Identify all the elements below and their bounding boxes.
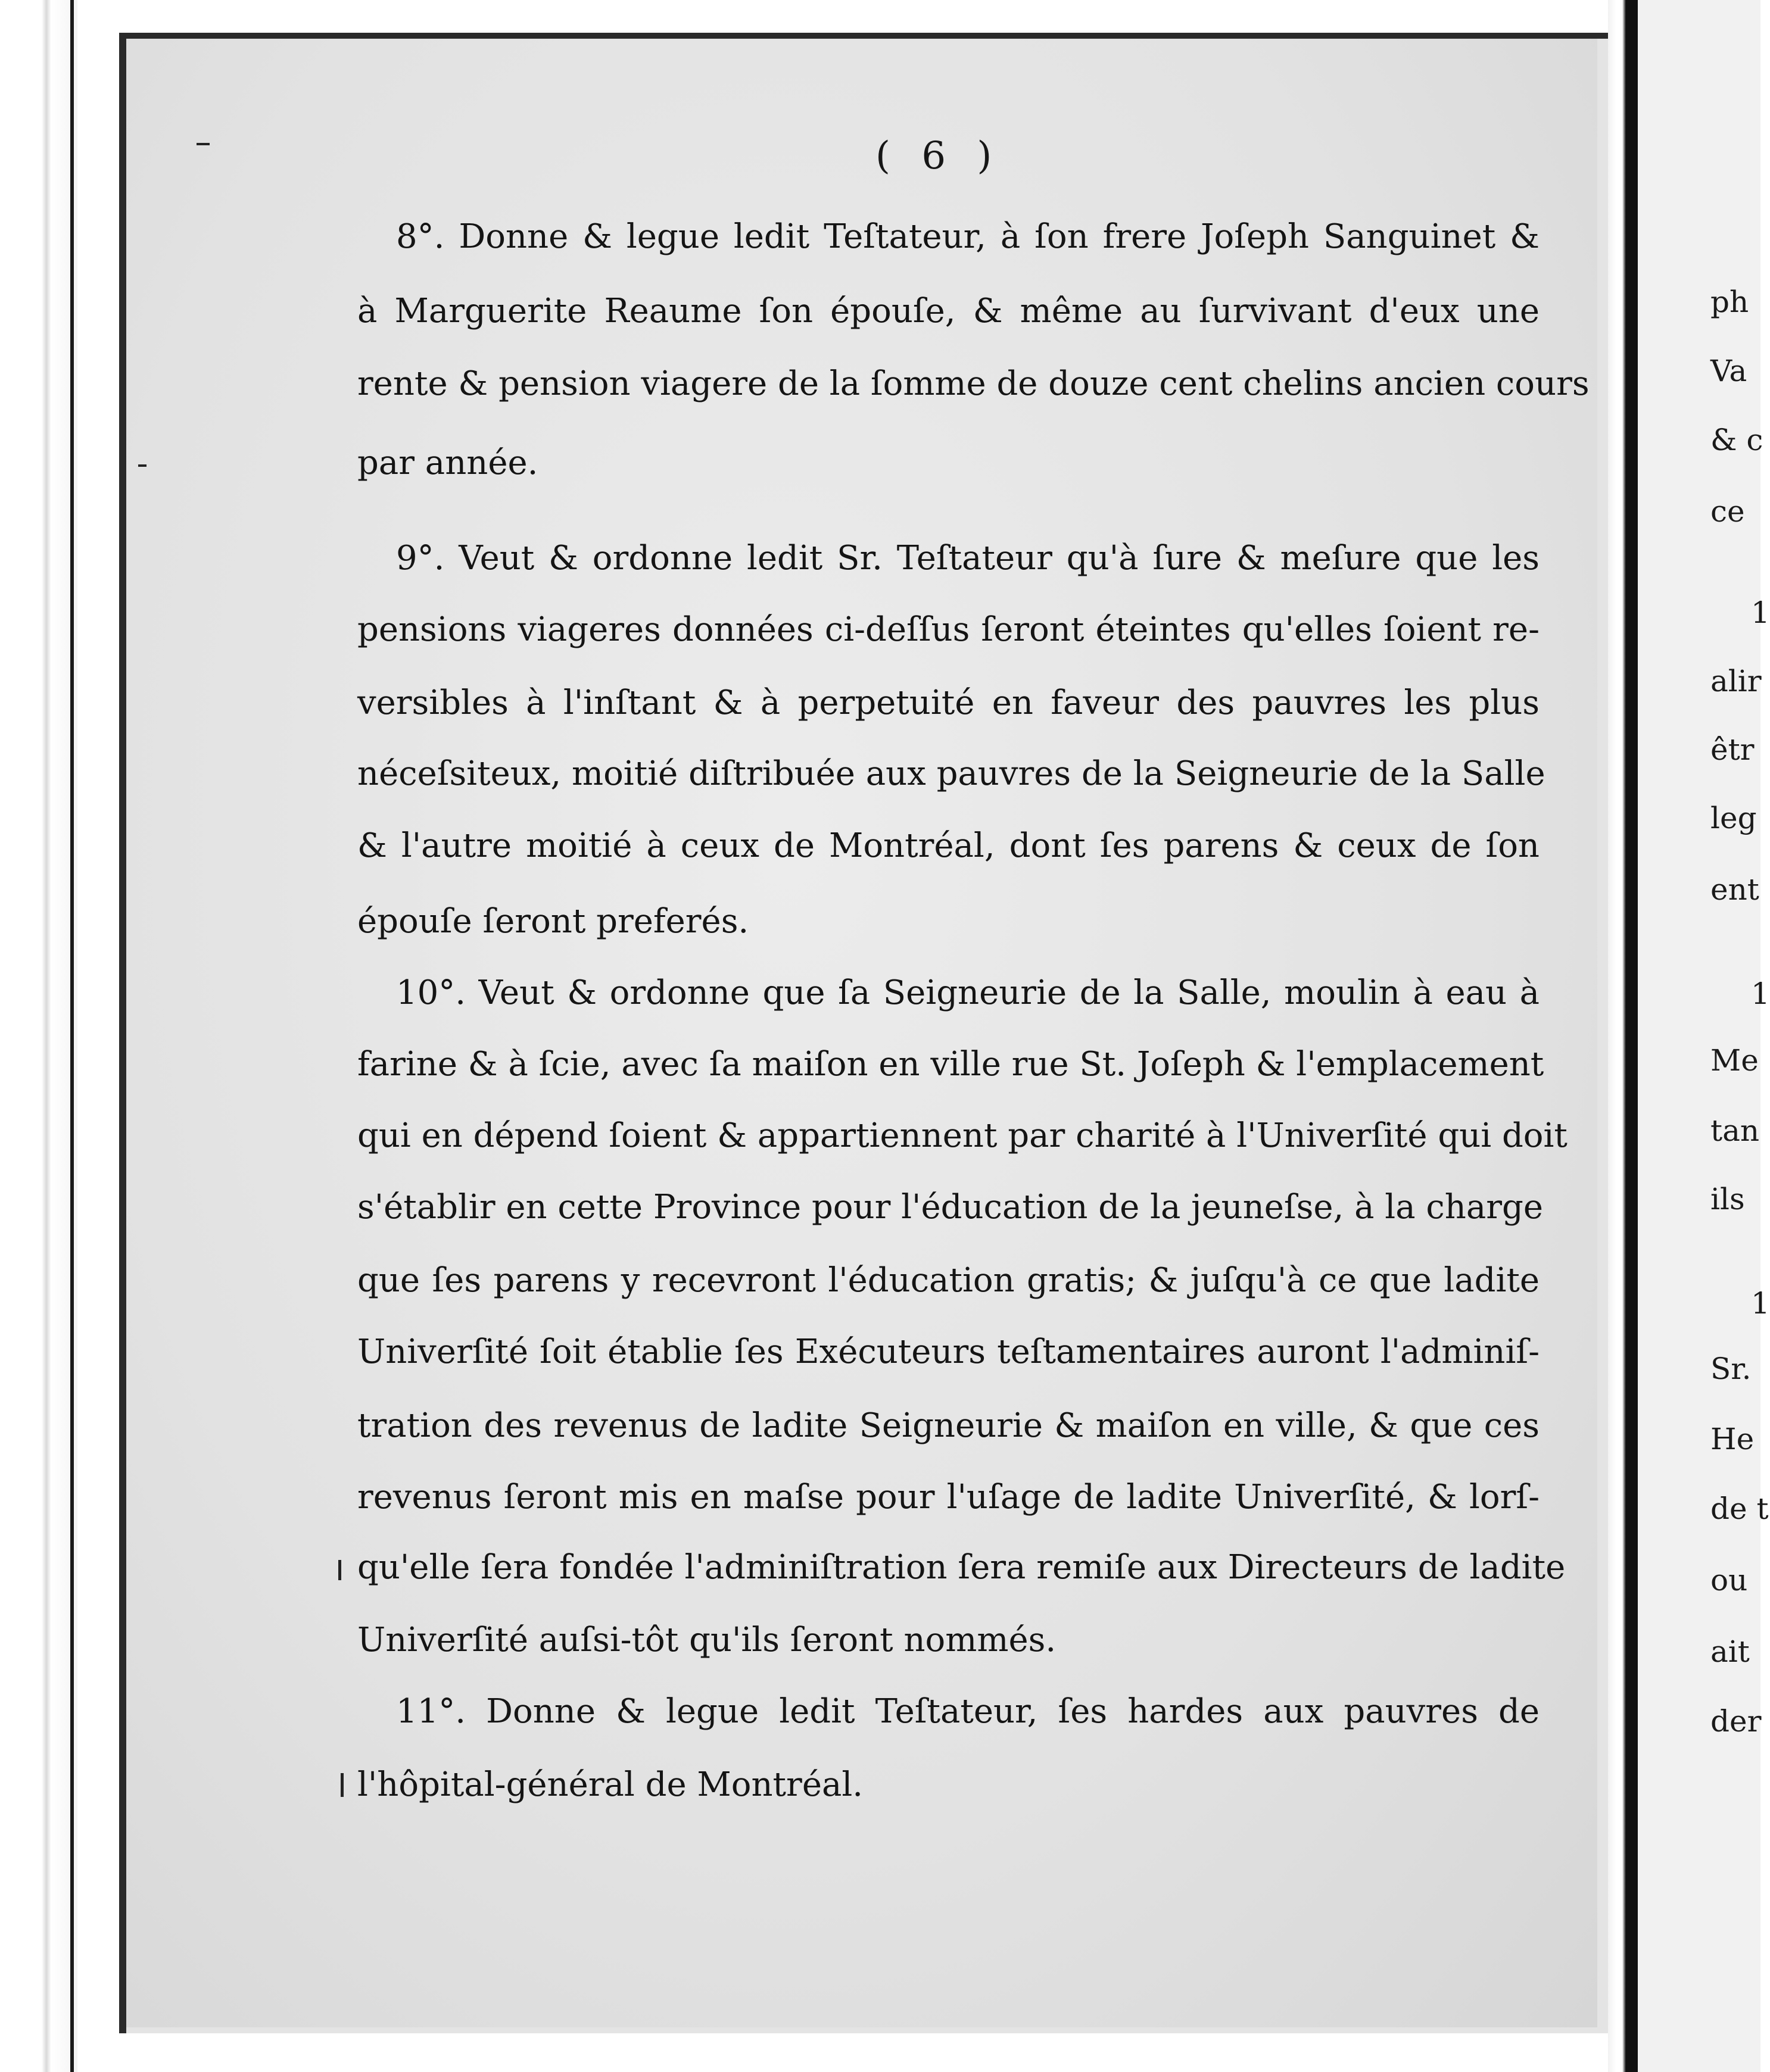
text-line: qu'elle ſera fondée l'adminiſtration ſera remiſe aux Directeurs de ladite xyxy=(357,1548,1566,1587)
text-line: & l'autre moitié à ceux de Montréal, dont ſes parens & ceux de ſon xyxy=(357,826,1540,865)
scan-speck xyxy=(138,464,147,467)
left-scan-margin xyxy=(0,0,77,2072)
page-number: ( 6 ) xyxy=(875,134,1002,178)
text-line: farine & à ſcie, avec ſa maiſon en ville rue St. Joſeph & l'emplacement xyxy=(357,1045,1544,1084)
facing-page-fragment: Sr. xyxy=(1710,1352,1752,1386)
text-line: néceſsiteux, moitié diſtribuée aux pauvres de la Seigneurie de la Salle xyxy=(357,754,1545,793)
scan-speck xyxy=(197,143,210,145)
facing-page-fragment: ait xyxy=(1710,1634,1750,1669)
page-gutter xyxy=(1608,0,1638,2072)
text-line: par année. xyxy=(357,444,538,482)
text-line: que ſes parens y recevront l'éducation gratis; & juſqu'à ce que ladite xyxy=(357,1261,1540,1300)
text-line: tration des revenus de ladite Seigneurie & maiſon en ville, & que ces xyxy=(357,1406,1540,1445)
text-line: versibles à l'inſtant & à perpetuité en faveur des pauvres les plus xyxy=(357,684,1540,722)
facing-page-fragment: ph xyxy=(1710,285,1749,319)
scan-speck xyxy=(338,1560,341,1580)
text-line: 9°. Veut & ordonne ledit Sr. Teſtateur qu'à ſure & meſure que les xyxy=(396,539,1540,578)
text-line: qui en dépend ſoient & appartiennent par charité à l'Univerſité qui doit xyxy=(357,1116,1568,1155)
facing-page-fragment: 1 xyxy=(1751,976,1770,1011)
facing-page-fragment: de t xyxy=(1710,1491,1769,1526)
facing-page-fragment: 1 xyxy=(1751,595,1770,630)
facing-page-fragment: ent xyxy=(1710,872,1759,907)
text-line: s'établir en cette Province pour l'éducation de la jeuneſse, à la charge xyxy=(357,1188,1543,1227)
facing-page-fragment: & c xyxy=(1710,423,1763,457)
text-line: à Marguerite Reaume ſon épouſe, & même au ſurvivant d'eux une xyxy=(357,292,1540,330)
facing-page-fragment: 1 xyxy=(1751,1286,1770,1321)
text-line: 11°. Donne & legue ledit Teſtateur, ſes hardes aux pauvres de xyxy=(396,1692,1540,1731)
facing-page-fragment: Me xyxy=(1710,1043,1759,1078)
facing-page-fragment: tan xyxy=(1710,1113,1760,1148)
binding-edge xyxy=(70,0,74,2072)
facing-page-fragment: der xyxy=(1710,1704,1762,1739)
facing-page-fragment: ce xyxy=(1710,494,1745,529)
text-line: épouſe ſeront preferés. xyxy=(357,902,749,941)
text-line: 8°. Donne & legue ledit Teſtateur, à ſon frere Joſeph Sanguinet & xyxy=(396,217,1540,256)
facing-page-fragment: ou xyxy=(1710,1563,1748,1597)
facing-page-fragment: êtr xyxy=(1710,732,1755,767)
facing-page-fragment: He xyxy=(1710,1422,1755,1456)
facing-page-fragment: leg xyxy=(1710,801,1757,835)
text-line: revenus ſeront mis en maſse pour l'uſage de ladite Univerſité, & lorſ- xyxy=(357,1478,1540,1516)
text-line: l'hôpital-général de Montréal. xyxy=(357,1765,864,1804)
text-line: pensions viageres données ci-deſſus ſeront éteintes qu'elles ſoient re- xyxy=(357,610,1540,649)
text-line: 10°. Veut & ordonne que ſa Seigneurie de la Salle, moulin à eau à xyxy=(396,973,1540,1012)
facing-page-fragment: alir xyxy=(1710,664,1762,698)
text-line: Univerſité ſoit établie ſes Exécuteurs teſtamentaires auront l'adminiſ- xyxy=(357,1333,1540,1371)
facing-page-fragment: ils xyxy=(1710,1182,1745,1216)
text-line: Univerſité auſsi-tôt qu'ils ſeront nommés. xyxy=(357,1621,1057,1659)
facing-page-fragment: Va xyxy=(1710,354,1747,388)
text-line: rente & pension viagere de la ſomme de douze cent chelins ancien cours xyxy=(357,364,1590,403)
scan-speck xyxy=(341,1773,344,1797)
